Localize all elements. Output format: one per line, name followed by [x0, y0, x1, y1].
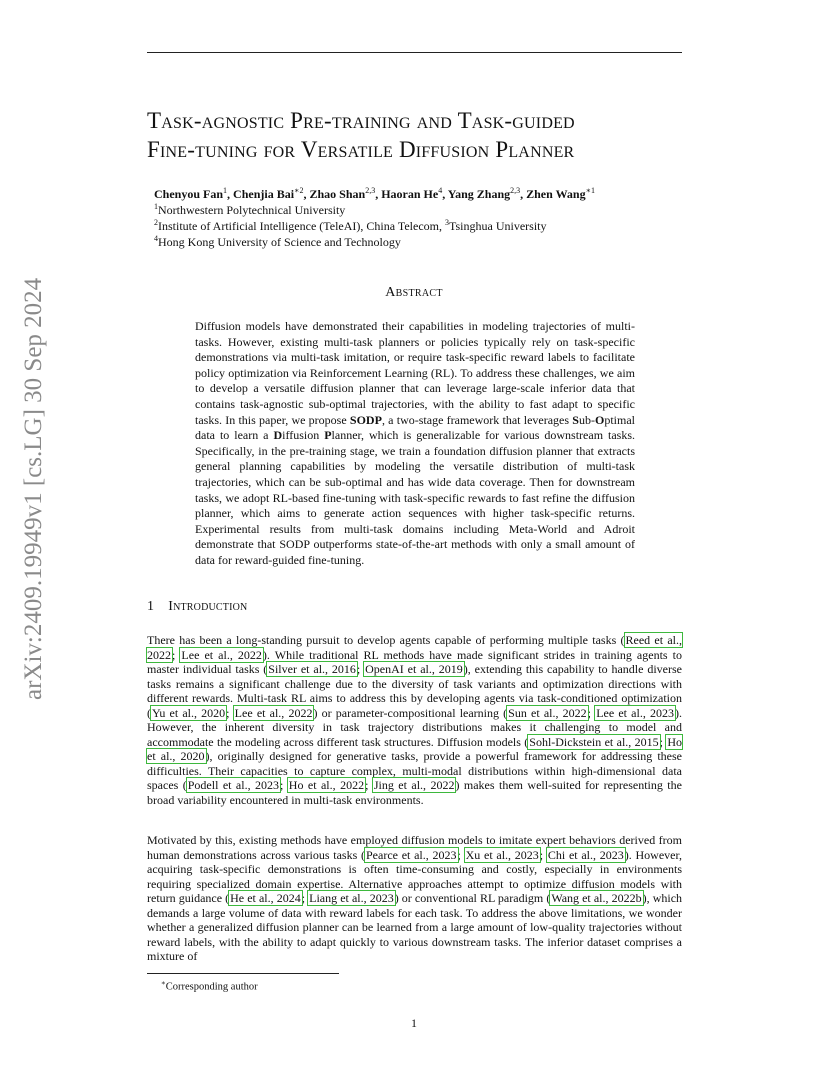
- text-run: ). However, acquiring task-specific demonstrations is often time-consuming and costly, especially in environments requiring specialized domain expertise. Alternative approaches attempt to optimize diffusion models with return guidance (: [147, 847, 682, 905]
- author-affiliation-marker: 2,3: [365, 186, 376, 195]
- citation-link[interactable]: He et al., 2024: [230, 891, 301, 905]
- citation-link[interactable]: Sun et al., 2022: [508, 705, 587, 720]
- section-heading: [147, 599, 247, 615]
- bold-text: O: [594, 412, 605, 427]
- arxiv-identifier: arXiv:2409.19949v1 [cs.LG] 30 Sep 2024: [20, 277, 47, 700]
- citation-link[interactable]: Liang et al., 2023: [309, 891, 394, 905]
- text-run: ;: [539, 847, 547, 862]
- author-affiliation-marker: 2,3: [510, 186, 521, 195]
- citation-link[interactable]: Reed et al., 2022: [147, 633, 682, 662]
- affiliation-text: Hong Kong University of Science and Technology: [158, 235, 401, 249]
- text-run: ) or conventional RL paradigm (: [394, 891, 551, 905]
- author-name: Haoran He: [381, 187, 439, 201]
- author-name: Chenyou Fan: [154, 187, 224, 201]
- text-run: ub-: [578, 412, 595, 427]
- citation-link[interactable]: Sohl-Dickstein et al., 2015: [529, 734, 659, 749]
- text-run: ;: [457, 847, 465, 862]
- affiliation-marker: 1: [154, 202, 158, 211]
- citation-link[interactable]: Lee et al., 2022: [234, 705, 313, 720]
- author-list: Chenyou Fan$^1$, Chenjia Bai$^{∗2}$, Zhao Shan$^{2,3}$, Haoran He$^4$, Yang Zhang$^{2,3}$, Zhen Wang$^{∗1}$: [154, 186, 596, 201]
- intro-paragraph-2: [147, 833, 682, 964]
- affiliation-marker: 2: [154, 218, 158, 227]
- text-run: Motivated by this, existing methods have employed diffusion models to imitate expert behaviors derived from human demonstrations across various tasks (: [147, 833, 682, 862]
- text-run: , a two-stage framework that leverages: [381, 412, 573, 427]
- author-name: Zhao Shan: [309, 187, 366, 201]
- footnote: [161, 976, 258, 995]
- affiliation-marker: 3: [445, 218, 449, 227]
- text-run: ;: [280, 778, 288, 792]
- text-run: ;: [356, 662, 365, 676]
- text-run: ;: [365, 778, 373, 792]
- citation-link[interactable]: Pearce et al., 2023: [366, 847, 457, 862]
- text-run: ptimal data to learn a: [195, 412, 635, 443]
- text-run: lanner, which is generalizable for various downstream tasks. Specifically, in the pre-training stage, we train a foundation diffusion planner that extracts general planning capabilities by modeling the versatile distribution of multi-task trajectories, which can be sub-optimal and has wide data coverage. Then for downstream tasks, we adopt RL-based fine-tuning with task-specific rewards to fast refine the diffusion planner, which aims to generate action sequences with higher task-specific returns. Experimental results from multi-task domains including Meta-World and Adroit demonstrate that SODP outperforms state-of-the-art methods with only a small amount of data for reward-guided fine-tuning.: [195, 428, 635, 567]
- citation-link[interactable]: Lee et al., 2023: [596, 705, 674, 720]
- section-number: 1: [147, 599, 155, 614]
- footnote-marker: ∗: [161, 979, 166, 987]
- text-run: ) or parameter-compositional learning (: [313, 705, 508, 720]
- text-run: ), which demands a large volume of data with reward labels for each task. To address the above limitations, we wonder whether a generalized diffusion planner can be learned from a large amount of low-quality trajectories without reward labels, with the ability to adapt quickly to various downstream tasks. The inferior dataset comprises a mixture of: [147, 891, 683, 963]
- affiliation-text: Institute of Artificial Intelligence (TeleAI), China Telecom,: [158, 219, 445, 233]
- title-line-1: [147, 106, 707, 135]
- footnote-text: Corresponding author: [165, 981, 258, 993]
- text-run: ). While traditional RL methods have made significant strides in training agents to master individual tasks (: [147, 647, 682, 676]
- citation-link[interactable]: Xu et al., 2023: [465, 847, 539, 862]
- text-run: ), originally designed for generative tasks, provide a powerful framework for addressing these difficulties. Their capacities to capture complex, multi-modal distributions within high-dimensional data spaces (: [147, 749, 683, 792]
- author-affiliation-marker: ∗1: [585, 186, 596, 195]
- title-word: Pre-training: [290, 108, 417, 133]
- citation-link[interactable]: Ho et al., 2022: [288, 778, 365, 792]
- affiliation-4: [154, 231, 694, 250]
- bold-text: S: [572, 412, 579, 427]
- citation-link[interactable]: Jing et al., 2022: [373, 778, 455, 792]
- author-affiliation-marker: ∗2: [294, 186, 304, 195]
- abstract-heading: Abstract: [385, 285, 443, 300]
- citation-link[interactable]: Wang et al., 2022b: [551, 891, 642, 905]
- citation-link[interactable]: OpenAI et al., 2019: [365, 662, 463, 676]
- title-word: Fine-tuning for Versatile Diffusion Planner: [147, 137, 575, 162]
- citation-link[interactable]: Chi et al., 2023: [547, 847, 624, 862]
- section-title: Introduction: [168, 599, 248, 614]
- text-run: ;: [587, 705, 596, 720]
- bold-text: P: [324, 428, 332, 443]
- text-run: Diffusion models have demonstrated their capabilities in modeling trajectories of multi-tasks. However, existing multi-task planners or policies typically rely on task-specific demonstrations via multi-task imitation, or require task-specific reward labels to facilitate policy optimization via Reinforcement Learning (RL). To address these challenges, we aim to develop a versatile diffusion planner that can leverage large-scale inferior data that contains task-agnostic sub-optimal trajectories, with the ability to fast adapt to specific tasks. In this paper, we propose: [195, 319, 635, 427]
- author-name: Yang Zhang: [447, 187, 511, 201]
- bold-text: D: [273, 428, 283, 443]
- top-rule: [147, 52, 682, 53]
- abstract-body: [195, 319, 635, 569]
- text-run: ;: [172, 647, 181, 662]
- text-run: ;: [301, 891, 309, 905]
- citation-link[interactable]: Silver et al., 2016: [268, 662, 356, 676]
- citation-link[interactable]: Podell et al., 2023: [187, 778, 280, 792]
- affiliation-text: Tsinghua University: [449, 219, 547, 233]
- text-run: ;: [659, 734, 667, 749]
- page-number: 1: [411, 1016, 417, 1030]
- author-name: Zhen Wang: [526, 187, 586, 201]
- citation-link[interactable]: Yu et al., 2020: [152, 705, 226, 720]
- author-name: Chenjia Bai: [233, 187, 295, 201]
- citation-link[interactable]: Lee et al., 2022: [181, 647, 262, 662]
- text-run: ) makes them well-suited for representing the broad variability encountered in multi-task environments.: [147, 778, 682, 807]
- author-affiliation-marker: 4: [438, 186, 443, 195]
- footnote-rule: [147, 973, 339, 974]
- affiliation-marker: 4: [154, 234, 158, 243]
- text-run: ), extending this capability to handle diverse tasks remains a significant challenge due to the diversity of task variants and optimization directions with different rewards. Multi-task RL aims to address this by developing agents via task-conditioned optimization (: [147, 662, 682, 720]
- citation-link[interactable]: Ho et al., 2020: [147, 734, 682, 763]
- intro-paragraph-1: [147, 633, 682, 807]
- title-line-2: [147, 135, 707, 164]
- text-run: iffusion: [282, 428, 325, 443]
- author-affiliation-marker: 1: [223, 186, 228, 195]
- text-run: There has been a long-standing pursuit to develop agents capable of performing multiple tasks (: [147, 633, 625, 647]
- bold-text: SODP: [349, 412, 382, 427]
- text-run: ;: [226, 705, 234, 720]
- title-word: Task-agnostic: [147, 108, 291, 133]
- paper-title: [147, 106, 707, 164]
- title-word: Task-guided: [457, 108, 575, 133]
- affiliation-text: Northwestern Polytechnical University: [158, 203, 346, 217]
- title-word: and: [416, 108, 458, 133]
- text-run: ). However, the inherent diversity in task trajectory distributions makes it challenging to model and accommodate the modeling across different task structures. Diffusion models (: [147, 705, 682, 749]
